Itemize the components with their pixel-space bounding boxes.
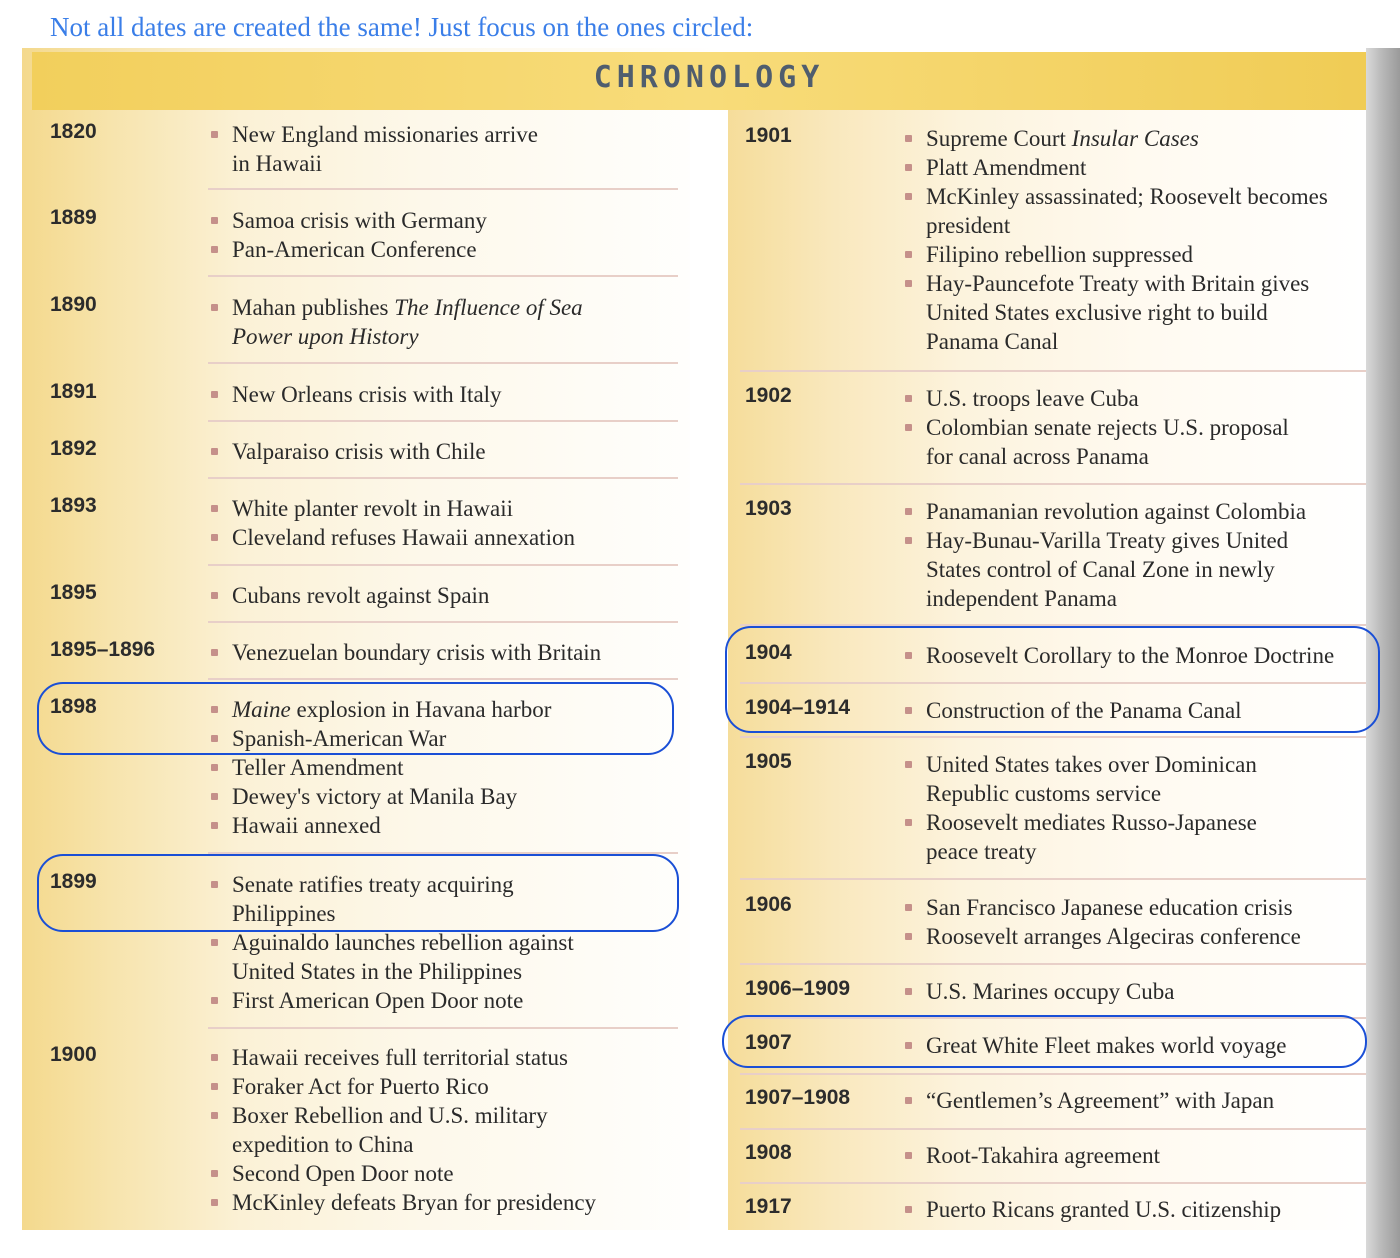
event-text: McKinley defeats Bryan for presidency <box>232 1190 597 1215</box>
event-text: Great White Fleet makes world voyage <box>926 1033 1287 1058</box>
square-bullet-icon <box>211 534 218 541</box>
event-text: San Francisco Japanese education crisis <box>926 895 1293 920</box>
square-bullet-icon <box>905 761 912 768</box>
event-text: Foraker Act for Puerto Rico <box>232 1074 489 1099</box>
event-text: U.S. troops leave Cuba <box>926 386 1139 411</box>
event-list <box>902 384 1289 471</box>
row-divider <box>208 362 678 364</box>
event-item <box>208 782 551 811</box>
year-label: 1889 <box>50 206 97 229</box>
event-item <box>902 269 1328 298</box>
square-bullet-icon <box>211 649 218 656</box>
square-bullet-icon <box>905 537 912 544</box>
event-list <box>208 1043 596 1217</box>
row-divider <box>208 420 678 422</box>
square-bullet-icon <box>905 933 912 940</box>
event-item <box>208 1159 596 1188</box>
row-divider <box>208 188 678 190</box>
event-text: Valparaiso crisis with Chile <box>232 439 486 464</box>
event-item <box>208 235 487 264</box>
event-text: peace treaty <box>926 839 1037 864</box>
event-item-continuation <box>902 555 1306 584</box>
event-list <box>208 293 583 351</box>
square-bullet-icon <box>211 505 218 512</box>
event-text: for canal across Panama <box>926 444 1149 469</box>
event-text: New Orleans crisis with Italy <box>232 382 502 407</box>
event-text: Root-Takahira agreement <box>926 1143 1161 1168</box>
event-item <box>902 526 1306 555</box>
event-list <box>902 893 1301 951</box>
event-item <box>208 1072 596 1101</box>
event-item <box>208 581 489 610</box>
event-item <box>208 1043 596 1072</box>
event-item <box>208 293 583 322</box>
event-list <box>902 497 1306 613</box>
event-list <box>902 124 1328 356</box>
event-list <box>208 638 601 667</box>
event-text: Second Open Door note <box>232 1161 454 1186</box>
event-text: United States in the Philippines <box>232 959 523 984</box>
event-text: Hawaii annexed <box>232 813 381 838</box>
square-bullet-icon <box>905 424 912 431</box>
event-text: Hay-Pauncefote Treaty with Britain gives <box>926 271 1310 296</box>
event-text: Panamanian revolution against Colombia <box>926 499 1307 524</box>
event-item <box>208 1101 596 1130</box>
event-item <box>208 638 601 667</box>
row-divider <box>740 1073 1366 1075</box>
event-item <box>902 182 1328 211</box>
event-item <box>208 753 551 782</box>
event-item <box>902 384 1289 413</box>
square-bullet-icon <box>211 1112 218 1119</box>
column-separator <box>690 110 728 1230</box>
event-item <box>208 811 551 840</box>
event-text: Maine explosion in Havana harbor <box>232 697 552 722</box>
event-text: Cleveland refuses Hawaii annexation <box>232 525 575 550</box>
event-text: Philippines <box>232 901 336 926</box>
event-item <box>902 413 1289 442</box>
event-text: United States takes over Dominican <box>926 752 1257 777</box>
square-bullet-icon <box>211 131 218 138</box>
event-item-continuation <box>902 327 1328 356</box>
event-item <box>208 380 502 409</box>
event-item-continuation <box>208 322 583 351</box>
event-text: Spanish-American War <box>232 726 447 751</box>
year-label: 1901 <box>745 124 792 147</box>
square-bullet-icon <box>905 1206 912 1213</box>
square-bullet-icon <box>211 592 218 599</box>
event-item <box>902 893 1301 922</box>
event-item <box>208 523 575 552</box>
event-list <box>902 750 1257 866</box>
event-text: White planter revolt in Hawaii <box>232 496 514 521</box>
row-divider <box>208 564 678 566</box>
event-item <box>902 922 1301 951</box>
square-bullet-icon <box>211 448 218 455</box>
event-text: Hawaii receives full territorial status <box>232 1045 568 1070</box>
square-bullet-icon <box>211 997 218 1004</box>
event-text: Venezuelan boundary crisis with Britain <box>232 640 602 665</box>
event-list <box>208 437 486 466</box>
event-item-continuation <box>208 149 538 178</box>
event-item <box>208 986 574 1015</box>
row-divider <box>208 678 678 680</box>
chronology-title: CHRONOLOGY <box>593 60 825 95</box>
event-text: Boxer Rebellion and U.S. military <box>232 1103 548 1128</box>
event-text: Platt Amendment <box>926 155 1087 180</box>
event-item <box>902 153 1328 182</box>
event-text: Power upon History <box>232 324 419 349</box>
event-text: Pan-American Conference <box>232 237 477 262</box>
year-label: 1902 <box>745 384 792 407</box>
square-bullet-icon <box>211 822 218 829</box>
row-divider <box>208 477 678 479</box>
row-divider <box>208 621 678 623</box>
square-bullet-icon <box>905 164 912 171</box>
row-divider <box>740 736 1366 738</box>
square-bullet-icon <box>211 1083 218 1090</box>
event-item-continuation <box>902 837 1257 866</box>
event-item <box>902 240 1328 269</box>
square-bullet-icon <box>905 1097 912 1104</box>
year-label: 1904–1914 <box>745 696 851 719</box>
square-bullet-icon <box>211 217 218 224</box>
square-bullet-icon <box>211 1199 218 1206</box>
square-bullet-icon <box>211 1170 218 1177</box>
year-label: 1903 <box>745 497 792 520</box>
event-item <box>208 206 487 235</box>
year-label: 1899 <box>50 870 97 893</box>
row-divider <box>740 1182 1366 1184</box>
year-label: 1900 <box>50 1043 97 1066</box>
event-text: Republic customs service <box>926 781 1162 806</box>
event-text: Roosevelt Corollary to the Monroe Doctrine <box>926 643 1335 668</box>
event-list <box>208 494 575 552</box>
event-text: independent Panama <box>926 586 1117 611</box>
year-label: 1907–1908 <box>745 1086 851 1109</box>
event-list <box>208 581 489 610</box>
event-text: United States exclusive right to build <box>926 300 1268 325</box>
event-item <box>902 497 1306 526</box>
event-item <box>208 120 538 149</box>
row-divider <box>740 878 1366 880</box>
event-item-continuation <box>902 298 1328 327</box>
instruction-caption: Not all dates are created the same! Just focus on the ones circled: <box>50 12 754 42</box>
event-list <box>902 1195 1281 1224</box>
row-divider <box>740 963 1366 965</box>
event-text: president <box>926 213 1011 238</box>
year-label: 1895 <box>50 581 97 604</box>
row-divider <box>740 1128 1366 1130</box>
event-list <box>208 206 487 264</box>
event-text: “Gentlemen’s Agreement” with Japan <box>926 1088 1275 1113</box>
square-bullet-icon <box>905 904 912 911</box>
year-label: 1907 <box>745 1031 792 1054</box>
square-bullet-icon <box>905 280 912 287</box>
event-text: States control of Canal Zone in newly <box>926 557 1275 582</box>
event-text: Puerto Ricans granted U.S. citizenship <box>926 1197 1282 1222</box>
event-item-continuation <box>902 442 1289 471</box>
square-bullet-icon <box>211 1054 218 1061</box>
event-item-continuation <box>902 211 1328 240</box>
event-text: First American Open Door note <box>232 988 524 1013</box>
event-item <box>208 1188 596 1217</box>
event-text: Roosevelt arranges Algeciras conference <box>926 924 1301 949</box>
event-item-continuation <box>208 957 574 986</box>
event-text: McKinley assassinated; Roosevelt becomes <box>926 184 1328 209</box>
square-bullet-icon <box>905 508 912 515</box>
year-label: 1904 <box>745 641 792 664</box>
event-item-continuation <box>902 584 1306 613</box>
square-bullet-icon <box>211 304 218 311</box>
event-item <box>902 1195 1281 1224</box>
square-bullet-icon <box>905 819 912 826</box>
event-list <box>902 1086 1274 1115</box>
event-text: expedition to China <box>232 1132 414 1157</box>
year-label: 1891 <box>50 380 97 403</box>
row-divider <box>208 1027 678 1029</box>
year-label: 1917 <box>745 1195 792 1218</box>
square-bullet-icon <box>905 1152 912 1159</box>
event-text: Samoa crisis with Germany <box>232 208 487 233</box>
event-item <box>902 977 1175 1006</box>
square-bullet-icon <box>211 391 218 398</box>
square-bullet-icon <box>211 764 218 771</box>
square-bullet-icon <box>905 135 912 142</box>
year-label: 1905 <box>745 750 792 773</box>
square-bullet-icon <box>905 988 912 995</box>
event-list <box>208 380 502 409</box>
circle-1899 <box>37 854 679 932</box>
event-item <box>902 124 1328 153</box>
event-text: New England missionaries arrive <box>232 122 538 147</box>
event-text: Aguinaldo launches rebellion against <box>232 930 574 955</box>
square-bullet-icon <box>905 395 912 402</box>
event-item <box>208 494 575 523</box>
row-divider <box>208 275 678 277</box>
square-bullet-icon <box>211 939 218 946</box>
square-bullet-icon <box>905 193 912 200</box>
circle-1898 <box>37 682 674 755</box>
event-text: Mahan publishes The Influence of Sea <box>232 295 583 320</box>
event-text: U.S. Marines occupy Cuba <box>926 979 1175 1004</box>
event-list <box>902 1141 1160 1170</box>
event-item <box>208 437 486 466</box>
square-bullet-icon <box>211 793 218 800</box>
event-item <box>208 928 574 957</box>
event-item-continuation <box>902 779 1257 808</box>
row-divider <box>740 370 1366 372</box>
event-list <box>208 120 538 178</box>
event-text: Filipino rebellion suppressed <box>926 242 1194 267</box>
row-divider <box>740 483 1366 485</box>
year-label: 1890 <box>50 293 97 316</box>
event-text: Colombian senate rejects U.S. proposal <box>926 415 1289 440</box>
square-bullet-icon <box>905 251 912 258</box>
event-text: Hay-Bunau-Varilla Treaty gives United <box>926 528 1289 553</box>
year-label: 1892 <box>50 437 97 460</box>
year-label: 1906 <box>745 893 792 916</box>
year-label: 1893 <box>50 494 97 517</box>
event-item-continuation <box>208 1130 596 1159</box>
year-label: 1820 <box>50 120 97 143</box>
circle-1907 <box>722 1015 1367 1068</box>
year-label: 1908 <box>745 1141 792 1164</box>
event-text: Senate ratifies treaty acquiring <box>232 872 514 897</box>
square-bullet-icon <box>211 246 218 253</box>
event-text: in Hawaii <box>232 151 323 176</box>
event-item <box>902 808 1257 837</box>
year-label: 1895–1896 <box>50 638 156 661</box>
event-item <box>902 750 1257 779</box>
event-text: Teller Amendment <box>232 755 404 780</box>
event-item <box>902 1141 1160 1170</box>
event-text: Panama Canal <box>926 329 1059 354</box>
event-text: Cubans revolt against Spain <box>232 583 490 608</box>
event-text: Supreme Court Insular Cases <box>926 126 1199 151</box>
circle-1904-1914 <box>725 626 1380 733</box>
year-label: 1906–1909 <box>745 977 851 1000</box>
event-item <box>902 1086 1274 1115</box>
event-list <box>902 977 1175 1006</box>
event-text: Roosevelt mediates Russo-Japanese <box>926 810 1257 835</box>
event-text: Construction of the Panama Canal <box>926 698 1242 723</box>
year-label: 1898 <box>50 695 97 718</box>
event-text: Dewey's victory at Manila Bay <box>232 784 518 809</box>
